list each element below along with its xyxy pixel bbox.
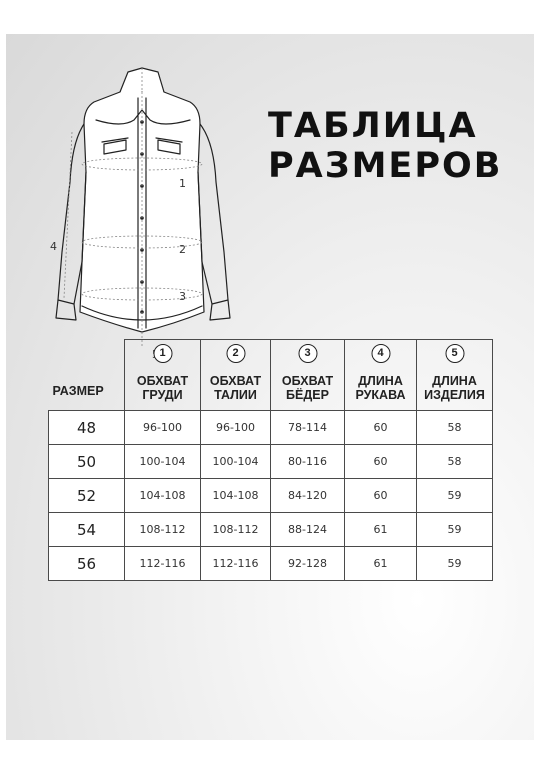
number-badge: 4 [371, 344, 390, 363]
header-line: ИЗДЕЛИЯ [424, 388, 485, 402]
table-cell: 96-100 [201, 411, 271, 445]
table-cell: 108-112 [125, 513, 201, 547]
table-row [49, 411, 493, 445]
header-size-label: РАЗМЕР [52, 384, 104, 398]
table-cell: 112-116 [125, 547, 201, 581]
table-row [49, 479, 493, 513]
size-table [48, 339, 493, 581]
size-cell: 56 [49, 547, 125, 581]
table-cell: 60 [345, 479, 417, 513]
header-line: ОБХВАТ [281, 374, 334, 388]
table-cell: 59 [417, 547, 493, 581]
table-cell: 92-128 [271, 547, 345, 581]
number-badge: 5 [445, 344, 464, 363]
header-chest [125, 340, 201, 411]
table-cell: 112-116 [201, 547, 271, 581]
header-line: ОБХВАТ [209, 374, 262, 388]
table-cell: 58 [417, 411, 493, 445]
table-cell: 88-124 [271, 513, 345, 547]
title-line-1: ТАБЛИЦА [268, 106, 478, 146]
table-cell: 100-104 [201, 445, 271, 479]
page-title [268, 106, 502, 186]
size-table-wrapper [48, 339, 493, 581]
sketch-label-3: 3 [179, 290, 186, 303]
size-cell: 48 [49, 411, 125, 445]
table-row [49, 513, 493, 547]
table-row [49, 445, 493, 479]
sketch-label-1: 1 [179, 177, 186, 190]
header-line: ОБХВАТ [136, 374, 189, 388]
header-line: ГРУДИ [142, 388, 183, 402]
number-badge: 1 [153, 344, 172, 363]
table-cell: 104-108 [201, 479, 271, 513]
header-hips [271, 340, 345, 411]
size-cell: 50 [49, 445, 125, 479]
shirt-sketch [42, 62, 252, 362]
header-line: ДЛИНА [358, 374, 403, 388]
table-cell: 58 [417, 445, 493, 479]
header-line: БЁДЕР [286, 388, 329, 402]
number-badge: 3 [298, 344, 317, 363]
table-row [49, 547, 493, 581]
table-cell: 96-100 [125, 411, 201, 445]
table-cell: 61 [345, 547, 417, 581]
table-cell: 84-120 [271, 479, 345, 513]
header-size [49, 340, 125, 411]
header-waist [201, 340, 271, 411]
table-cell: 80-116 [271, 445, 345, 479]
table-cell: 100-104 [125, 445, 201, 479]
header-sleeve-length [345, 340, 417, 411]
header-line: РУКАВА [355, 388, 406, 402]
header-garment-length [417, 340, 493, 411]
number-badge: 2 [226, 344, 245, 363]
table-cell: 61 [345, 513, 417, 547]
sketch-label-4: 4 [50, 240, 57, 253]
header-line: ДЛИНА [432, 374, 477, 388]
title-line-2: РАЗМЕРОВ [268, 146, 503, 186]
table-cell: 78-114 [271, 411, 345, 445]
table-cell: 60 [345, 445, 417, 479]
table-cell: 104-108 [125, 479, 201, 513]
sketch-label-2: 2 [179, 243, 186, 256]
size-cell: 54 [49, 513, 125, 547]
header-line: ТАЛИИ [214, 388, 257, 402]
table-cell: 108-112 [201, 513, 271, 547]
table-cell: 59 [417, 513, 493, 547]
size-chart-card [6, 34, 534, 740]
size-cell: 52 [49, 479, 125, 513]
table-cell: 60 [345, 411, 417, 445]
table-cell: 59 [417, 479, 493, 513]
